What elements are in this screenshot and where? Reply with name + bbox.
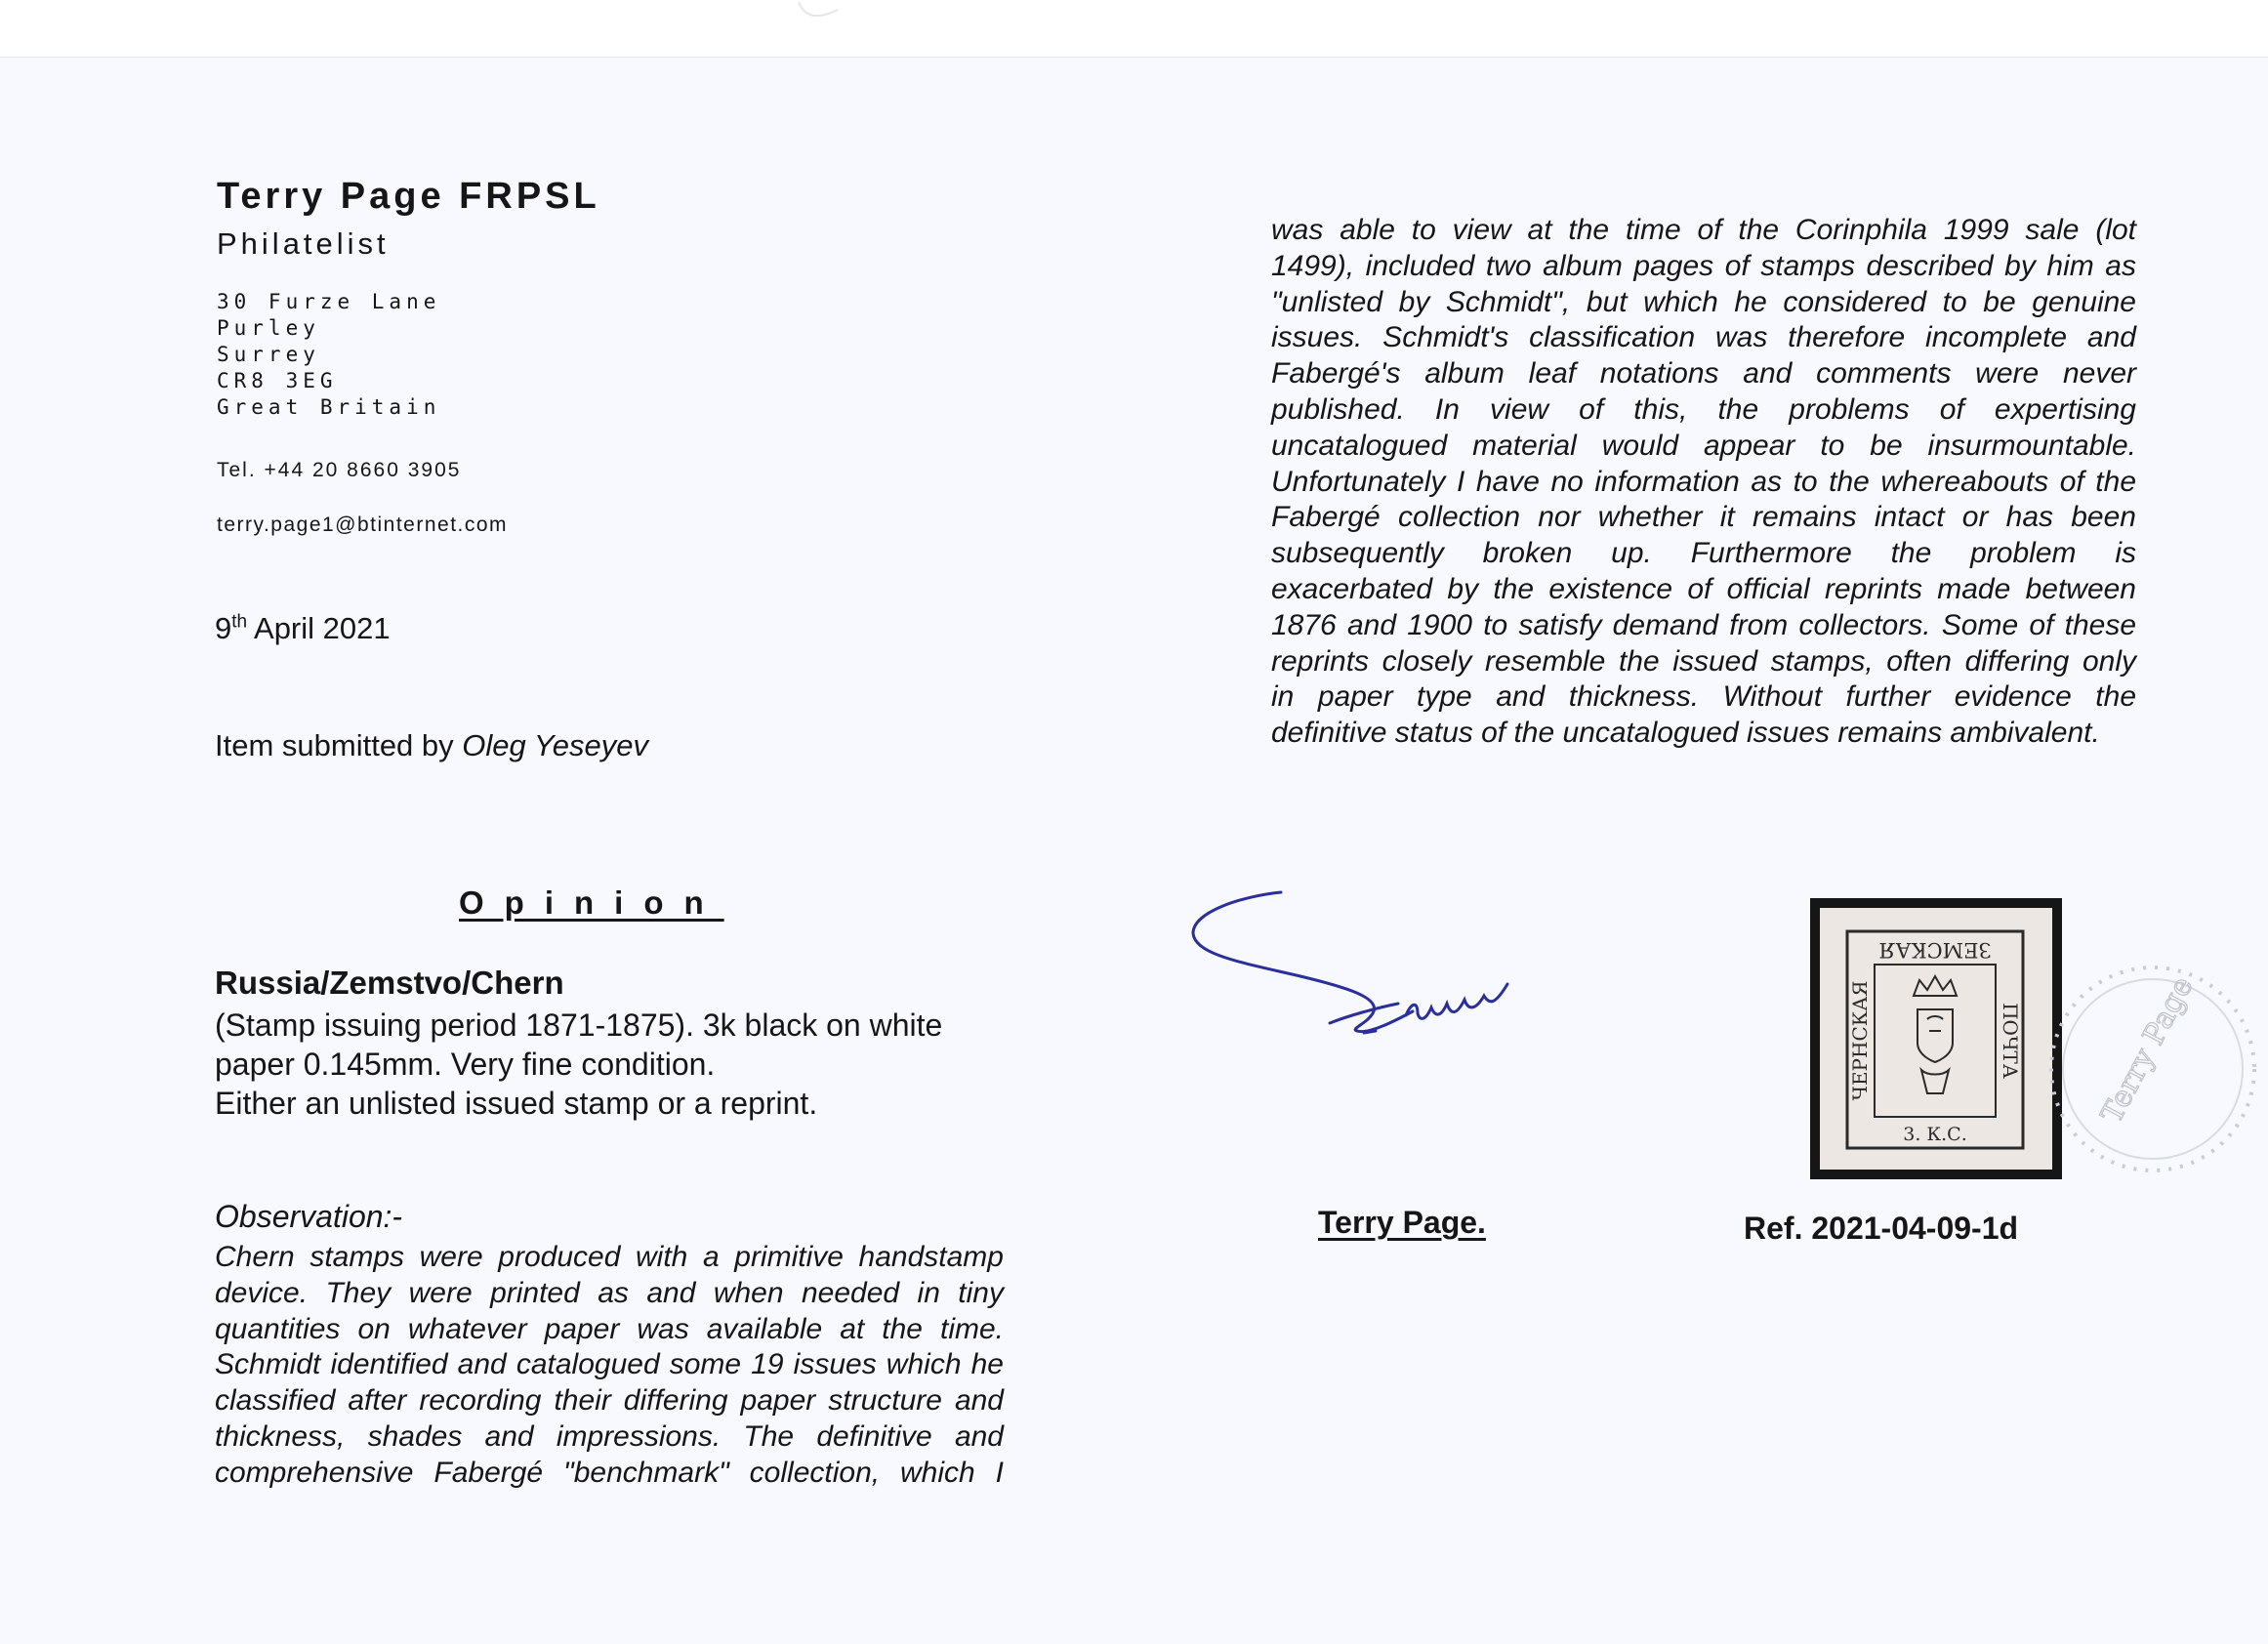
observation-line: comprehensive Fabergé "benchmark" collection, which I [215, 1456, 1004, 1489]
observation-line: device. They were printed as and when needed in tiny [215, 1276, 1004, 1309]
details-line: Either an unlisted issued stamp or a reprint. [215, 1086, 818, 1121]
signatory-name [1318, 1205, 1486, 1241]
opinion-details [215, 1006, 1015, 1123]
address-line: Great Britain [217, 395, 441, 419]
submitted-prefix: Item submitted by [215, 728, 463, 762]
observation-label: Observation:- [215, 1199, 403, 1234]
stamp-photo [1810, 898, 2062, 1179]
stamp-design [1820, 908, 2052, 1170]
stamp-value-text: 3. К.С. [1903, 1124, 1967, 1145]
punch-mark [791, 0, 849, 29]
observation-line: published. In view of this, the problems of expertising [1271, 392, 2136, 426]
stamp-top-text: ЗЕМСКАЯ [1878, 938, 1992, 962]
certificate-date [215, 611, 391, 646]
stamp-crown-emblem [1914, 976, 1957, 1093]
observation-line: Fabergé collection nor whether it remains intact or has been [1271, 501, 2136, 534]
address-line: Purley [217, 316, 320, 340]
observation-line: subsequently broken up. Furthermore the problem is [1271, 537, 2136, 570]
observation-line: exacerbated by the existence of official reprints made between [1271, 572, 2136, 605]
observation-line: "unlisted by Schmidt", but which he considered to be genuine [1271, 285, 2136, 318]
signatory-name-dot: . [1477, 1205, 1486, 1240]
observation-line: quantities on whatever paper was available at the time. [215, 1312, 1004, 1345]
date-suffix: th [231, 611, 248, 633]
stamp-paper [1820, 908, 2052, 1170]
sender-address [217, 289, 440, 421]
signatory-name-text: Terry Page [1318, 1205, 1478, 1240]
observation-line: was able to view at the time of the Corinphila 1999 sale (lot [1271, 214, 2136, 246]
stamp-left-text: ЧЕРНСКАЯ [1848, 980, 1872, 1101]
observation-text-col1 [215, 1240, 1004, 1492]
observation-line: definitive status of the uncatalogued issues remains ambivalent. [1271, 717, 2100, 750]
address-line: 30 Furze Lane [217, 290, 441, 313]
handwritten-signature [1183, 886, 1554, 1111]
opinion-category: Russia/Zemstvo/Chern [215, 965, 564, 1001]
observation-line: 1876 and 1900 to satisfy demand from collectors. Some of these [1271, 608, 2136, 641]
observation-line: classified after recording their differing paper structure and [215, 1384, 1004, 1418]
details-line: (Stamp issuing period 1871-1875). 3k black on white [215, 1007, 943, 1043]
stamp-right-text: ПОЧТА [1999, 1003, 2022, 1079]
date-day: 9 [215, 611, 232, 645]
observation-text-col2 [1271, 213, 2136, 752]
observation-line: Fabergé's album leaf notations and comments were never [1271, 357, 2136, 390]
address-line: CR8 3EG [217, 369, 338, 392]
observation-line: reprints closely resemble the issued stamps, often differing only [1271, 644, 2136, 678]
observation-line: uncatalogued material would appear to be insurmountable. [1271, 429, 2136, 462]
details-line: paper 0.145mm. Very fine condition. [215, 1047, 716, 1082]
observation-line: in paper type and thickness. Without further evidence the [1271, 680, 2136, 714]
observation-line: Schmidt identified and catalogued some 19 issues which he [215, 1348, 1004, 1381]
opinion-heading: Opinion [459, 884, 724, 921]
telephone: Tel. +44 20 8660 3905 [217, 459, 462, 481]
sender-name: Terry Page FRPSL [217, 176, 600, 217]
sender-role: Philatelist [217, 226, 390, 261]
observation-line: Chern stamps were produced with a primitive handstamp [215, 1241, 1004, 1273]
email: terry.page1@btinternet.com [217, 514, 509, 536]
submitter-name: Oleg Yeseyev [462, 728, 649, 762]
observation-line: issues. Schmidt's classification was therefore incomplete and [1271, 321, 2136, 354]
embossed-seal [2041, 957, 2265, 1181]
date-rest: April 2021 [247, 611, 391, 645]
observation-line: 1499), included two album pages of stamps described by him as [1271, 249, 2136, 282]
address-line: Surrey [217, 343, 320, 366]
reference-number: Ref. 2021-04-09-1d [1744, 1211, 2019, 1246]
observation-line: thickness, shades and impressions. The definitive and [215, 1419, 1004, 1453]
seal-text: Terry Page [2094, 970, 2201, 1130]
observation-line: Unfortunately I have no information as to the whereabouts of the [1271, 465, 2136, 498]
submitted-by [215, 728, 648, 763]
